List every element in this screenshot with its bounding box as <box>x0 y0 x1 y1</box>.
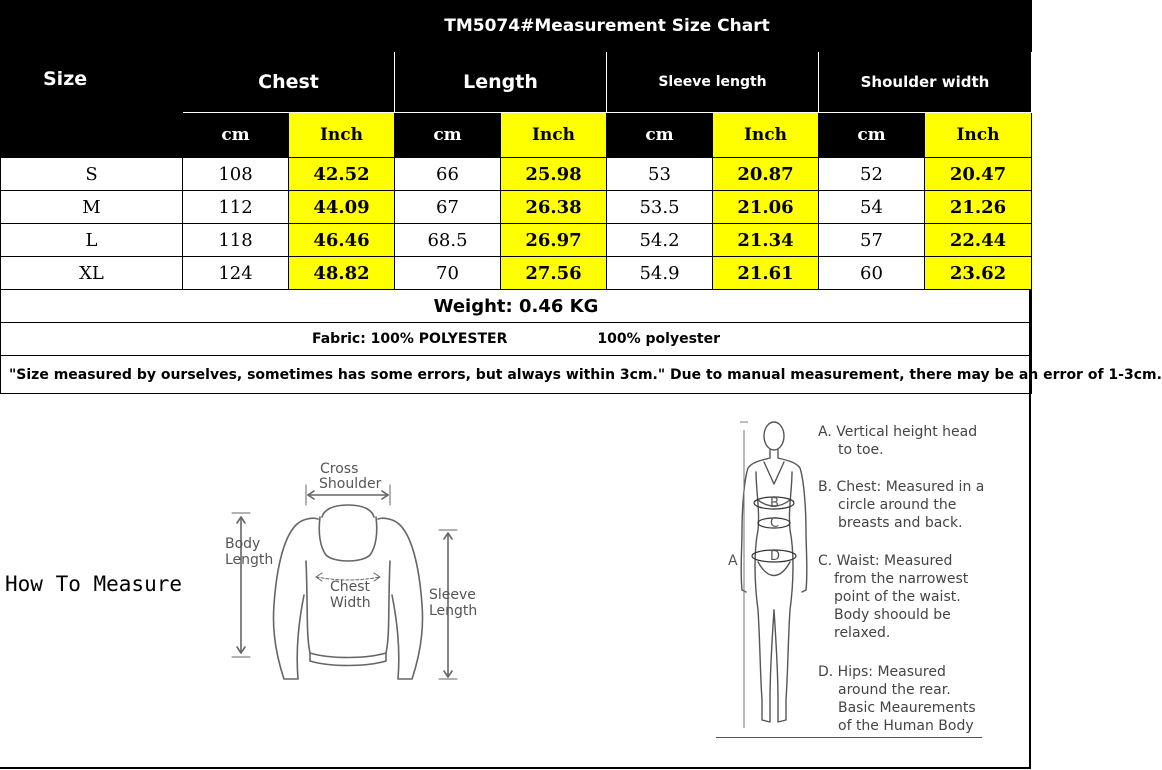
sleeve-inch-cell: 20.87 <box>713 158 819 191</box>
fabric-row <box>1 323 1032 356</box>
note-c-line-5: relaxed. <box>834 625 891 641</box>
length-inch-cell: 27.56 <box>501 257 607 290</box>
unit-cm: cm <box>395 113 501 158</box>
note-c-line-3: point of the waist. <box>834 589 961 605</box>
table-row <box>1 224 1032 257</box>
body-diagram-baseline <box>716 737 982 738</box>
size-cell: S <box>1 158 183 191</box>
sleeve-cm-cell: 54.2 <box>607 224 713 257</box>
length-cm-cell: 68.5 <box>395 224 501 257</box>
unit-inch: Inch <box>501 113 607 158</box>
length-inch-cell: 26.38 <box>501 191 607 224</box>
cross-shoulder-label-2: Shoulder <box>319 476 382 492</box>
note-d-line-2: around the rear. <box>838 682 951 698</box>
size-cell: L <box>1 224 183 257</box>
note-c <box>818 552 968 642</box>
note-d-line-3: Basic Meaurements <box>838 700 976 716</box>
measurement-note: "Size measured by ourselves, sometimes has some errors, but always within 3cm." Due to manual measurement, there may be an error of 1-3cm. <box>1 356 1032 394</box>
table-row <box>1 158 1032 191</box>
chest-inch-cell: 46.46 <box>289 224 395 257</box>
group-shoulder-width: Shoulder width <box>819 52 1032 113</box>
chest-cm-cell: 124 <box>183 257 289 290</box>
chest-inch-cell: 48.82 <box>289 257 395 290</box>
length-cm-cell: 70 <box>395 257 501 290</box>
note-a-line-2: to toe. <box>838 442 884 458</box>
body-label-d: D <box>770 549 781 564</box>
shoulder-inch-cell: 21.26 <box>925 191 1032 224</box>
body-label-c: C <box>770 516 780 531</box>
unit-inch: Inch <box>925 113 1032 158</box>
note-c-line-1: C. Waist: Measured <box>818 553 953 569</box>
note-a-line-1: A. Vertical height head <box>818 424 978 440</box>
unit-cm: cm <box>819 113 925 158</box>
shoulder-cm-cell: 60 <box>819 257 925 290</box>
weight-text: Weight: 0.46 KG <box>1 290 1032 323</box>
body-measurement-diagram <box>720 410 820 740</box>
sleeve-inch-cell: 21.06 <box>713 191 819 224</box>
note-d-line-1: D. Hips: Measured <box>818 664 946 680</box>
group-chest: Chest <box>183 52 395 113</box>
body-label-b: B <box>770 496 779 511</box>
chest-width-label-2: Width <box>330 595 371 611</box>
shoulder-cm-cell: 57 <box>819 224 925 257</box>
note-b-line-3: breasts and back. <box>838 515 963 531</box>
garment-diagram <box>220 455 490 685</box>
length-cm-cell: 66 <box>395 158 501 191</box>
chest-cm-cell: 118 <box>183 224 289 257</box>
group-sleeve-length: Sleeve length <box>607 52 819 113</box>
unit-inch: Inch <box>289 113 395 158</box>
note-b <box>818 478 984 532</box>
length-cm-cell: 67 <box>395 191 501 224</box>
unit-cm: cm <box>183 113 289 158</box>
body-length-label-2: Length <box>225 552 274 568</box>
sleeve-length-label-2: Length <box>429 603 478 619</box>
note-c-line-4: Body shoould be <box>834 607 951 623</box>
note-b-line-2: circle around the <box>838 497 957 513</box>
body-label-a: A <box>728 553 738 569</box>
size-cell: M <box>1 191 183 224</box>
note-c-line-2: from the narrowest <box>834 571 969 587</box>
table-row <box>1 191 1032 224</box>
table-row <box>1 257 1032 290</box>
chart-title: TM5074#Measurement Size Chart <box>183 1 1032 52</box>
sleeve-length-label-1: Sleeve <box>429 587 476 603</box>
sleeve-inch-cell: 21.34 <box>713 224 819 257</box>
shoulder-cm-cell: 52 <box>819 158 925 191</box>
sleeve-cm-cell: 53 <box>607 158 713 191</box>
length-inch-cell: 26.97 <box>501 224 607 257</box>
group-length: Length <box>395 52 607 113</box>
note-a <box>818 423 977 459</box>
unit-cm: cm <box>607 113 713 158</box>
chest-cm-cell: 108 <box>183 158 289 191</box>
cross-shoulder-label-1: Cross <box>320 461 359 477</box>
chest-cm-cell: 112 <box>183 191 289 224</box>
length-inch-cell: 25.98 <box>501 158 607 191</box>
shoulder-inch-cell: 20.47 <box>925 158 1032 191</box>
chest-inch-cell: 44.09 <box>289 191 395 224</box>
sleeve-cm-cell: 54.9 <box>607 257 713 290</box>
sleeve-cm-cell: 53.5 <box>607 191 713 224</box>
fabric-value: 100% polyester <box>597 331 720 347</box>
shoulder-inch-cell: 22.44 <box>925 224 1032 257</box>
shoulder-inch-cell: 23.62 <box>925 257 1032 290</box>
sleeve-inch-cell: 21.61 <box>713 257 819 290</box>
note-d-line-4: of the Human Body <box>838 718 974 734</box>
note-d <box>818 663 976 735</box>
size-header: Size <box>1 1 183 158</box>
chest-inch-cell: 42.52 <box>289 158 395 191</box>
note-b-line-1: B. Chest: Measured in a <box>818 479 985 495</box>
shoulder-cm-cell: 54 <box>819 191 925 224</box>
chest-width-label-1: Chest <box>330 579 371 595</box>
fabric-label: Fabric: 100% POLYESTER <box>311 331 508 347</box>
how-to-measure-label: How To Measure <box>5 572 183 596</box>
size-cell: XL <box>1 257 183 290</box>
unit-inch: Inch <box>713 113 819 158</box>
body-length-label-1: Body <box>225 536 261 552</box>
